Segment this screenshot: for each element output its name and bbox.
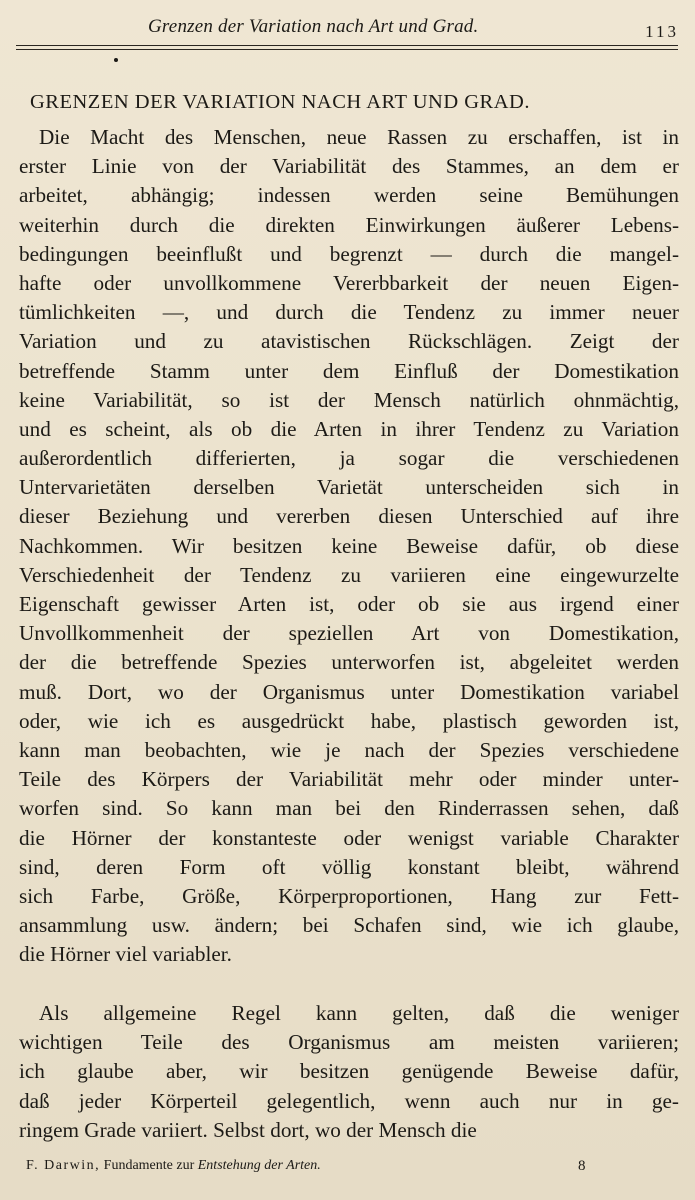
text-line: wichtigen Teile des Organismus am meisten variieren; <box>19 1030 679 1055</box>
text-line: die Hörner der konstanteste oder wenigst variable Charakter <box>19 825 679 850</box>
text-line: Als allgemeine Regel kann gelten, daß die weniger <box>39 1001 679 1025</box>
section-heading: GRENZEN DER VARIATION NACH ART UND GRAD. <box>30 91 530 113</box>
sheet-number: 8 <box>578 1158 586 1174</box>
text-line: der die betreffende Spezies unterworfen ist, abgeleitet werden <box>19 650 679 675</box>
text-line: Untervarietäten derselben Varietät unterscheiden sich in <box>19 475 679 500</box>
footer-signature <box>26 1158 321 1174</box>
paragraph-2 <box>19 999 679 1145</box>
text-line: ansammlung usw. ändern; bei Schafen sind, wie ich glaube, <box>19 913 679 938</box>
running-header <box>0 14 695 44</box>
text-line: kann man beobachten, wie je nach der Spezies verschiedene <box>19 737 679 762</box>
text-line: Die Macht des Menschen, neue Rassen zu erschaffen, ist in <box>39 125 679 149</box>
text-line: sich Farbe, Größe, Körperproportionen, Hang zur Fett- <box>19 883 679 908</box>
page-number: 113 <box>645 22 679 41</box>
footer-book-title: Entstehung der Arten. <box>197 1158 321 1173</box>
footer-author: F. Darwin, <box>26 1158 101 1173</box>
running-title: Grenzen der Variation nach Art und Grad. <box>148 16 479 37</box>
text-line: weiterhin durch die direkten Einwirkungen äußerer Lebens- <box>19 212 679 237</box>
header-rule-upper <box>16 45 678 46</box>
text-line: worfen sind. So kann man bei den Rinderrassen sehen, daß <box>19 796 679 821</box>
text-line: erster Linie von der Variabilität des Stammes, an dem er <box>19 154 679 179</box>
text-line: dieser Beziehung und vererben diesen Unterschied auf ihre <box>19 504 679 529</box>
footer-book-prefix: Fundamente zur <box>103 1158 195 1173</box>
text-line: die Hörner viel variabler. <box>19 942 232 967</box>
text-line: betreffende Stamm unter dem Einfluß der Domestikation <box>19 358 679 383</box>
text-line: Unvollkommenheit der speziellen Art von Domestikation, <box>19 621 679 646</box>
text-line: daß jeder Körperteil gelegentlich, wenn auch nur in ge- <box>19 1088 679 1113</box>
text-line: Verschiedenheit der Tendenz zu variieren eine eingewurzelte <box>19 562 679 587</box>
text-line: Variation und zu atavistischen Rückschlägen. Zeigt der <box>19 329 679 354</box>
text-line: Eigenschaft gewisser Arten ist, oder ob sie aus irgend einer <box>19 592 679 616</box>
paragraph-1 <box>19 123 679 969</box>
text-line: außerordentlich differierten, ja sogar die verschiedenen <box>19 446 679 471</box>
text-line: tümlichkeiten —, und durch die Tendenz zu immer neuer <box>19 300 679 325</box>
text-line: hafte oder unvollkommene Vererbbarkeit der neuen Eigen- <box>19 270 679 295</box>
text-line: muß. Dort, wo der Organismus unter Domestikation variabel <box>19 679 679 704</box>
page-footer <box>0 1156 695 1180</box>
text-line: und es scheint, als ob die Arten in ihrer Tendenz zu Variation <box>19 416 679 441</box>
text-line: sind, deren Form oft völlig konstant bleibt, während <box>19 854 679 879</box>
text-line: Nachkommen. Wir besitzen keine Beweise dafür, ob diese <box>19 533 679 558</box>
text-line: ringem Grade variiert. Selbst dort, wo der Mensch die <box>19 1117 477 1142</box>
header-rule-lower <box>16 49 678 50</box>
text-line: keine Variabilität, so ist der Mensch natürlich ohnmächtig, <box>19 387 679 412</box>
print-dot-mark <box>114 58 118 62</box>
text-line: bedingungen beeinflußt und begrenzt — durch die mangel- <box>19 241 679 266</box>
text-line: ich glaube aber, wir besitzen genügende Beweise dafür, <box>19 1059 679 1084</box>
text-line: arbeitet, abhängig; indessen werden seine Bemühungen <box>19 183 679 208</box>
text-line: Teile des Körpers der Variabilität mehr oder minder unter- <box>19 767 679 792</box>
text-line: oder, wie ich es ausgedrückt habe, plastisch geworden ist, <box>19 708 679 733</box>
